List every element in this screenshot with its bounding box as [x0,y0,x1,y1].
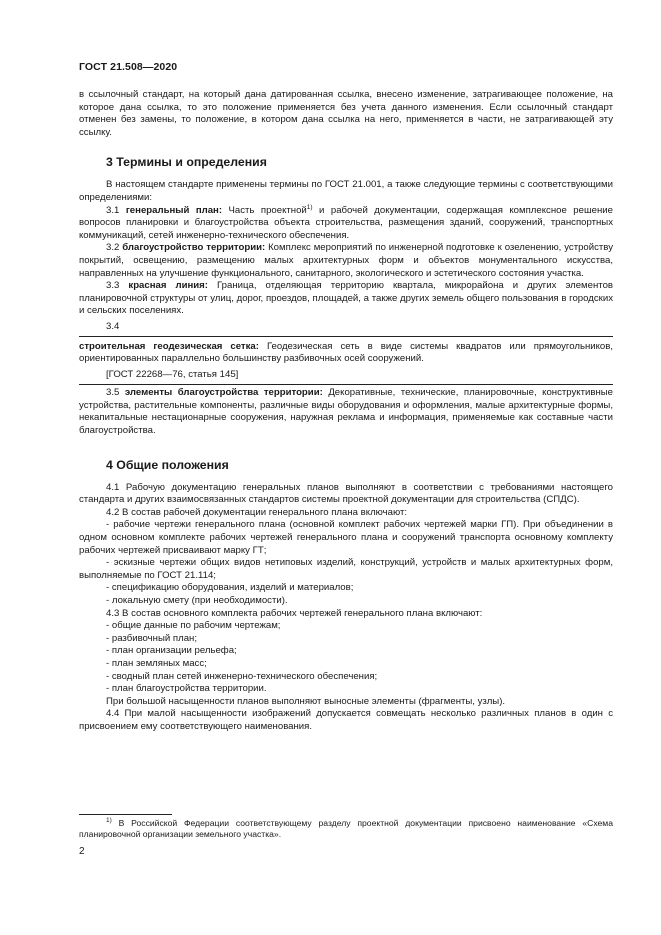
section-3-lead: В настоящем стандарте применены термины по ГОСТ 21.001, а также следующие термины с соответствующими определениями: [79,179,613,203]
term-3-3-name: красная линия: [128,280,208,292]
term-3-2-definition: Комплекс мероприятий по инженерной подготовке к озеленению, устройству покрытий, освещению, размещению малых архитектурных форм и объектов монументального искусства, направленных на улучшение функционального, санитарного, экологического и эстетического состояния участка. [79,242,613,279]
term-3-4-definition: Геодезическая сеть в виде системы квадратов или прямоугольников, ориентированных параллельно большинству разбивочных осей сооружений. [79,340,614,365]
term-3-3-definition: Граница, отделяющая территорию квартала, микрорайона и других элементов планировочной структуры от улиц, дорог, проездов, площадей, а также других земель общего пользования в городских и сельских поселениях. [79,280,614,317]
term-3-2-name: благоустройство территории: [122,242,266,254]
term-3-5-definition: Декоративные, технические, планировочные, конструктивные устройства, растительные компоненты, различные виды оборудования и оформления, малые архитектурные формы, некапитальные нестационарные сооружения, наружная реклама и информация, применяемые как составные части благоустройства. [79,387,613,437]
clause-4-3: 4.3 В состав основного комплекта рабочих чертежей генерального плана включают: [106,607,483,619]
list-item: - рабочие чертежи генерального плана (основной комплект рабочих чертежей марки ГП). При объединении в одном основном комплекте рабочих чертежей генерального плана и сооружений транспорта основному комплекту рабочих чертежей присваивают марку ГТ; [79,519,613,556]
section-4-heading: 4 Общие положения [106,457,229,472]
term-3-5-name: элементы благоустройства территории: [124,387,323,399]
term-3-5 [79,387,613,437]
list-item: - общие данные по рабочим чертежам; [106,620,281,632]
term-3-4-name: строительная геодезическая сетка: [79,340,259,352]
list-item: - план организации рельефа; [106,645,237,657]
list-item: - план благоустройства территории. [106,683,267,695]
footnote-marker: 1) [306,203,313,211]
intro-paragraph: в ссылочный стандарт, на который дана датированная ссылка, внесено изменение, затрагивающее положение, на которое дана ссылка, то это положение применяется без учета данного изменения. Если ссылочный стандарт отменен без замены, то положение, в котором дана ссылка на него, применяется в части, не затрагивающей эту ссылку. [79,89,613,138]
term-3-1-definition-start: Часть проектной [228,204,307,216]
term-3-4-box [79,336,613,386]
clause-4-2: 4.2 В состав рабочей документации генерального плана включают: [106,506,408,518]
term-3-4-number: 3.4 [106,320,120,332]
term-3-4-source: [ГОСТ 22268—76, статья 145] [106,368,239,380]
list-item: - сводный план сетей инженерно-технического обеспечения; [106,670,378,682]
clause-4-4: 4.4 При малой насыщенности изображений допускается совмещать несколько различных планов в один с присвоением ему соответствующего наименования. [79,708,613,732]
list-item: - спецификацию оборудования, изделий и материалов; [106,582,354,594]
term-3-1-name: генеральный план: [125,204,223,216]
page-number: 2 [79,846,85,857]
term-3-2-number: 3.2 [106,242,120,254]
term-3-1-number: 3.1 [106,204,120,216]
list-item: - эскизные чертежи общих видов нетиповых изделий, конструкций, устройств и малых архитектурных форм, выполняемые по ГОСТ 21.114; [79,557,613,581]
term-3-2 [79,242,613,280]
clause-4-1: 4.1 Рабочую документацию генеральных планов выполняют в соответствии с требованиями настоящего стандарта и других взаимосвязанных стандартов системы проектной документации для строительства (СПДС). [79,481,613,506]
list-item: - локальную смету (при необходимости). [106,595,288,606]
footnote-separator [79,814,172,815]
footnote-number: 1) [106,817,112,824]
term-3-1-definition-end: и рабочей документации, содержащая комплексное решение вопросов планировки и благоустройства объекта строительства, размещения зданий, сооружений, транспортных коммуникаций, сетей инженерно-технического обеспечения. [79,204,613,241]
footnote-text: В Российской Федерации соответствующему разделу проектной документации присвоено наименование «Схема планировочной организации земельного участка». [79,818,613,839]
term-3-4 [79,341,613,366]
footnote [79,818,613,840]
section-3-heading: 3 Термины и определения [106,155,267,170]
standard-header: ГОСТ 21.508—2020 [79,61,178,73]
list-item: - разбивочный план; [106,632,197,644]
page-content [79,89,613,734]
term-3-5-number: 3.5 [106,387,120,399]
term-3-3-number: 3.3 [106,280,120,292]
term-3-1 [79,205,613,243]
clause-4-3-note: При большой насыщенности планов выполняют выносные элементы (фрагменты, узлы). [106,695,506,707]
list-item: - план земляных масс; [106,657,207,669]
term-3-3 [79,280,613,318]
